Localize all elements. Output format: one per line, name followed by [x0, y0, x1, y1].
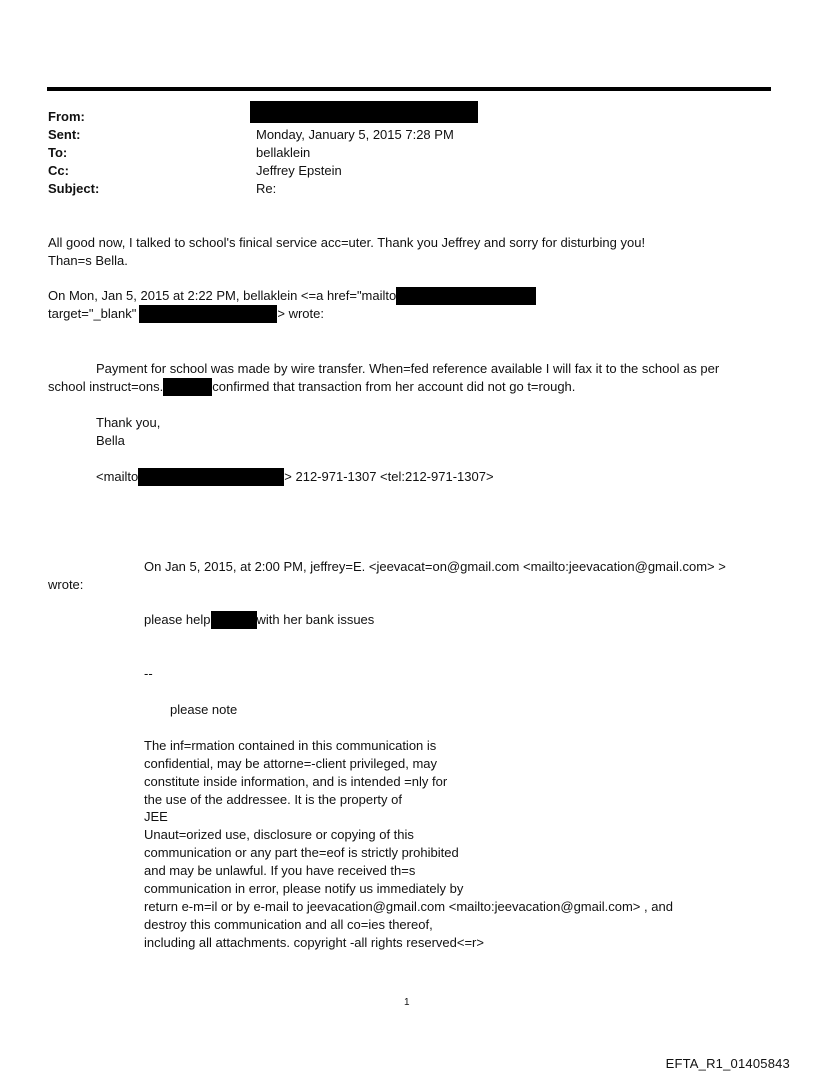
redaction-name-2	[211, 611, 257, 629]
disclaimer-line: destroy this communication and all co=ies thereof,	[144, 917, 433, 932]
jeffrey-intro: On Jan 5, 2015, at 2:00 PM, jeffrey=E. <jeevacat=on@gmail.com <mailto:jeevacation@gmail.com> >	[144, 559, 726, 574]
mailto-line	[96, 468, 494, 486]
disclaimer-line: return e-m=il or by e-mail to jeevacation@gmail.com <mailto:jeevacation@gmail.com> , and	[144, 899, 673, 914]
quote-intro-text-a: On Mon, Jan 5, 2015 at 2:22 PM, bellaklein <=a href="mailto	[48, 288, 397, 303]
disclaimer-line: including all attachments. copyright -all rights reserved<=r>	[144, 935, 484, 950]
body-line-1: All good now, I talked to school's finical service acc=uter. Thank you Jeffrey and sorry for disturbing you!	[48, 235, 646, 250]
wrote-line: wrote:	[48, 577, 84, 592]
redaction-name-1	[163, 378, 212, 396]
payment-text-b: confirmed that transaction from her account did not go t=rough.	[212, 379, 576, 394]
quote-intro-line-1	[48, 287, 536, 305]
header-rule	[47, 87, 771, 91]
quote-intro-text-c: > wrote:	[277, 306, 324, 321]
signature-bella: Bella	[96, 433, 125, 448]
cc-label: Cc:	[48, 163, 69, 178]
disclaimer-line: Unaut=orized use, disclosure or copying of this	[144, 827, 414, 842]
to-value: bellaklein	[256, 145, 311, 160]
payment-text-a: school instruct=ons.	[48, 379, 164, 394]
please-note: please note	[170, 702, 238, 717]
disclaimer-line: communication or any part the=eof is strictly prohibited	[144, 845, 459, 860]
signature-dashes: --	[144, 666, 153, 681]
disclaimer-line: constitute inside information, and is intended =nly for	[144, 774, 448, 789]
redaction-email-3	[138, 468, 284, 486]
quote-intro-text-b: target="_blank"	[48, 306, 137, 321]
help-text-a: please help	[144, 612, 211, 627]
subject-label: Subject:	[48, 181, 100, 196]
help-text-b: with her bank issues	[256, 612, 375, 627]
document-id: EFTA_R1_01405843	[665, 1056, 790, 1071]
sent-value: Monday, January 5, 2015 7:28 PM	[256, 127, 454, 142]
mailto-text-a: <mailto	[96, 469, 139, 484]
disclaimer-line: confidential, may be attorne=-client privileged, may	[144, 756, 438, 771]
payment-line-1: Payment for school was made by wire transfer. When=fed reference available I will fax it to the school as per	[96, 361, 720, 376]
sent-label: Sent:	[48, 127, 81, 142]
help-line	[144, 611, 374, 629]
page-number: 1	[404, 997, 410, 1008]
payment-line-2	[48, 378, 575, 396]
quote-intro-line-2	[48, 305, 324, 323]
thanks-line: Thank you,	[96, 415, 161, 430]
disclaimer-line: the use of the addressee. It is the property of	[144, 792, 402, 807]
cc-value: Jeffrey Epstein	[256, 163, 342, 178]
from-label: From:	[48, 109, 85, 124]
redaction-email-1	[396, 287, 536, 305]
body-line-2: Than=s Bella.	[48, 253, 128, 268]
to-label: To:	[48, 145, 68, 160]
redaction-email-2	[139, 305, 277, 323]
disclaimer-line: The inf=rmation contained in this communication is	[144, 738, 437, 753]
mailto-text-b: > 212-971-1307 <tel:212-971-1307>	[284, 469, 494, 484]
subject-value: Re:	[256, 181, 277, 196]
redaction-from	[250, 101, 478, 123]
disclaimer-line: JEE	[144, 809, 168, 824]
disclaimer-line: and may be unlawful. If you have received th=s	[144, 863, 416, 878]
disclaimer-line: communication in error, please notify us immediately by	[144, 881, 464, 896]
